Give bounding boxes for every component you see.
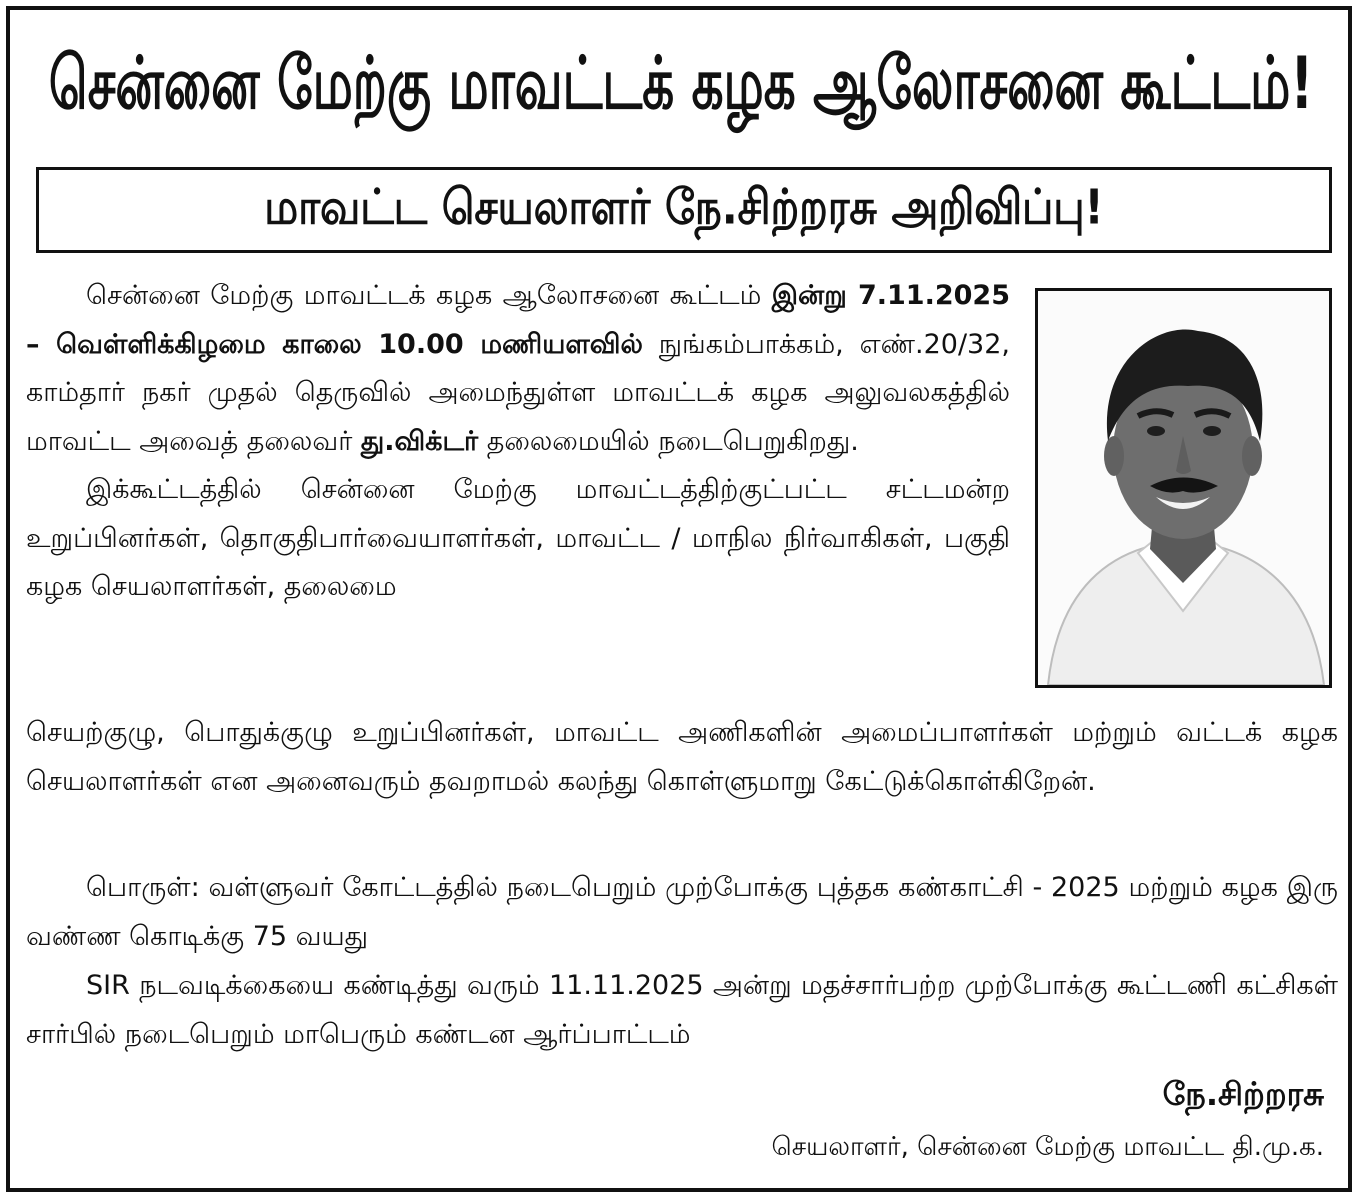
column-text — [26, 272, 1010, 612]
chairperson-name: து.விக்டர் — [360, 425, 479, 457]
paragraph-meeting — [26, 272, 1010, 466]
headline: சென்னை மேற்கு மாவட்டக் கழக ஆலோசனை கூட்டம்! — [48, 41, 1314, 126]
paragraph-protest: SIR நடவடிக்கையை கண்டித்து வரும் 11.11.2025 அன்று மதச்சார்பற்ற முற்போக்கு கூட்டணி கட்சிகள் சார்பில் நடைபெறும் மாபெரும் கண்டன ஆர்ப்பாட்டம் — [26, 970, 1338, 1050]
portrait-photo — [1035, 288, 1332, 688]
meeting-venue: நுங்கம்பாக்கம், எண்.20/32, காம்தார் நகர் முதல் தெருவில் அமைந்துள்ள மாவட்டக் கழக அலுவலகத்தில் மாவட்ட அவைத் தலைவர் — [26, 328, 1010, 457]
meeting-intro: சென்னை மேற்கு மாவட்டக் கழக ஆலோசனை கூட்டம் — [86, 280, 762, 311]
paragraph-attendees-start: இக்கூட்டத்தில் சென்னை மேற்கு மாவட்டத்திற்குட்பட்ட சட்டமன்ற உறுப்பினர்கள், தொகுதிபார்வையாளர்கள், மாவட்ட / மாநில நிர்வாகிகள், பகுதி கழக செயலாளர்கள், தலைமை — [26, 474, 1010, 602]
meeting-outro: தலைமையில் நடைபெறுகிறது. — [486, 425, 859, 457]
signature-title: செயலாளர், சென்னை மேற்கு மாவட்ட தி.மு.க. — [771, 1132, 1324, 1162]
subheadline-box — [36, 167, 1332, 253]
paragraph-subject: பொருள்: வள்ளுவர் கோட்டத்தில் நடைபெறும் முற்போக்கு புத்தக கண்காட்சி - 2025 மற்றும் கழக இரு வண்ண கொடிக்கு 75 வயது — [26, 872, 1338, 952]
person-portrait-icon — [1038, 291, 1329, 685]
meeting-date-time: இன்று 7.11.2025 – வெள்ளிக்கிழமை காலை 10.00 மணியளவில் — [26, 280, 1010, 360]
signature-name: நே.சிற்றரசு — [1162, 1075, 1324, 1113]
attendees-continued — [26, 709, 1338, 806]
subheadline: மாவட்ட செயலாளர் நே.சிற்றரசு அறிவிப்பு! — [264, 178, 1104, 235]
paragraph-attendees-end: செயற்குழு, பொதுக்குழு உறுப்பினர்கள், மாவட்ட அணிகளின் அமைப்பாளர்கள் மற்றும் வட்டக் கழக செயலாளர்கள் என அனைவரும் தவறாமல் கலந்து கொள்ளுமாறு கேட்டுக்கொள்கிறேன். — [26, 717, 1338, 797]
